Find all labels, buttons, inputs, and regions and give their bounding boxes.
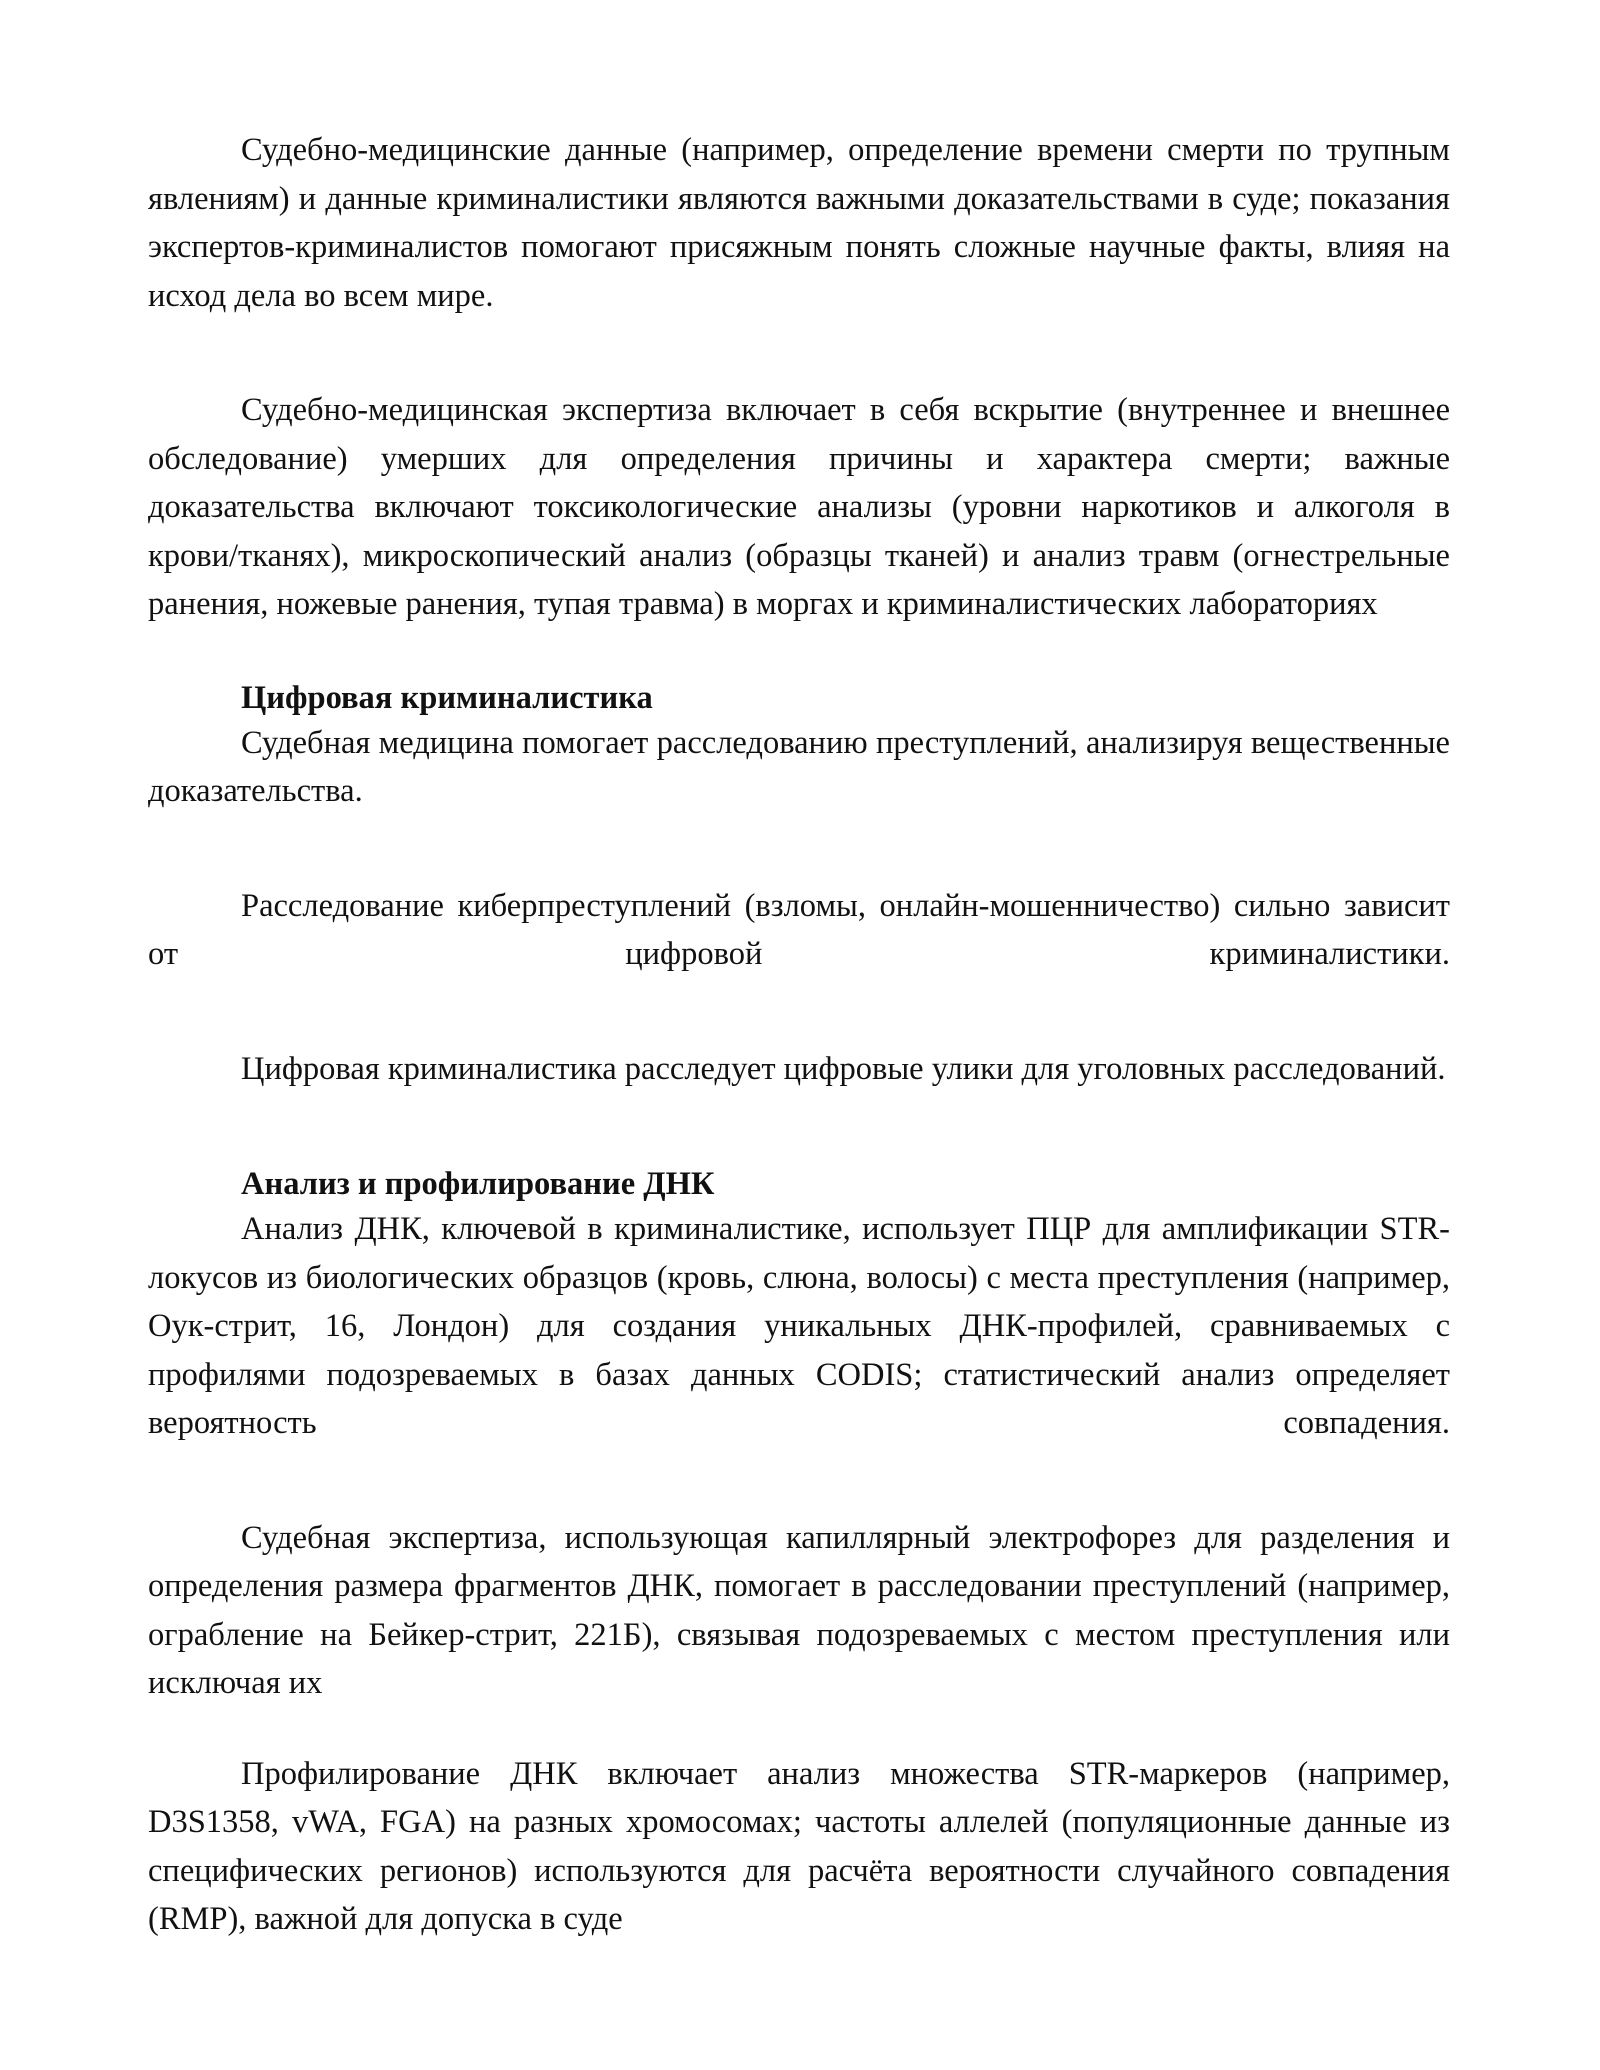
paragraph-forensic-medicine: Судебная медицина помогает расследованию преступлений, анализируя вещественные доказательства. (148, 724, 1450, 809)
paragraph-spacer (148, 979, 1450, 1045)
heading-dna-analysis: Анализ и профилирование ДНК (241, 1166, 715, 1202)
paragraph-spacer (148, 1093, 1450, 1163)
paragraph-dna-profiling: Профилирование ДНК включает анализ множества STR-маркеров (например, D3S1358, vWA, FGA) на разных хромосомах; частоты аллелей (популяционные данные из специфических регионов) используются для расчёта вероятности случайного совпадения (RMP), важной для допуска в суде (148, 1755, 1450, 1937)
paragraph-cybercrime: Расследование киберпреступлений (взломы, онлайн-мошенничество) сильно зависит от цифровой криминалистики. (148, 887, 1450, 972)
paragraph-spacer (148, 1448, 1450, 1514)
paragraph-spacer (148, 320, 1450, 386)
paragraph-capillary-electrophoresis: Судебная экспертиза, использующая капиллярный электрофорез для разделения и определения размера фрагментов ДНК, помогает в расследовании преступлений (например, ограбление на Бейкер-стрит, 221Б), связывая подозреваемых с местом преступления или исключая их (148, 1519, 1450, 1701)
paragraph-digital-evidence: Цифровая криминалистика расследует цифровые улики для уголовных расследований. (241, 1050, 1446, 1087)
paragraph-dna-pcr: Анализ ДНК, ключевой в криминалистике, использует ПЦР для амплификации STR-локусов из биологических образцов (кровь, слюна, волосы) с места преступления (например, Оук-стрит, 16, Лондон) для создания уникальных ДНК-профилей, сравниваемых с профилями подозреваемых в базах данных CODIS; статистический анализ определяет вероятность совпадения. (148, 1211, 1450, 1441)
paragraph-spacer (148, 1708, 1450, 1750)
paragraph-forensic-evidence: Судебно-медицинские данные (например, определение времени смерти по трупным явлениям) и данные криминалистики являются важными доказательствами в суде; показания экспертов-криминалистов помогают присяжным понять сложные научные факты, влияя на исход дела во всем мире. (148, 132, 1450, 314)
paragraph-spacer (148, 816, 1450, 882)
document-page (148, 126, 1450, 1944)
heading-digital-forensics: Цифровая криминалистика (241, 679, 653, 716)
paragraph-forensic-examination: Судебно-медицинская экспертиза включает в себя вскрытие (внутреннее и внешнее обследование) умерших для определения причины и характера смерти; важные доказательства включают токсикологические анализы (уровни наркотиков и алкоголя в крови/тканях), микроскопический анализ (образцы тканей) и анализ травм (огнестрельные ранения, ножевые ранения, тупая травма) в моргах и криминалистических лабораториях (148, 392, 1450, 622)
paragraph-spacer (148, 629, 1450, 677)
